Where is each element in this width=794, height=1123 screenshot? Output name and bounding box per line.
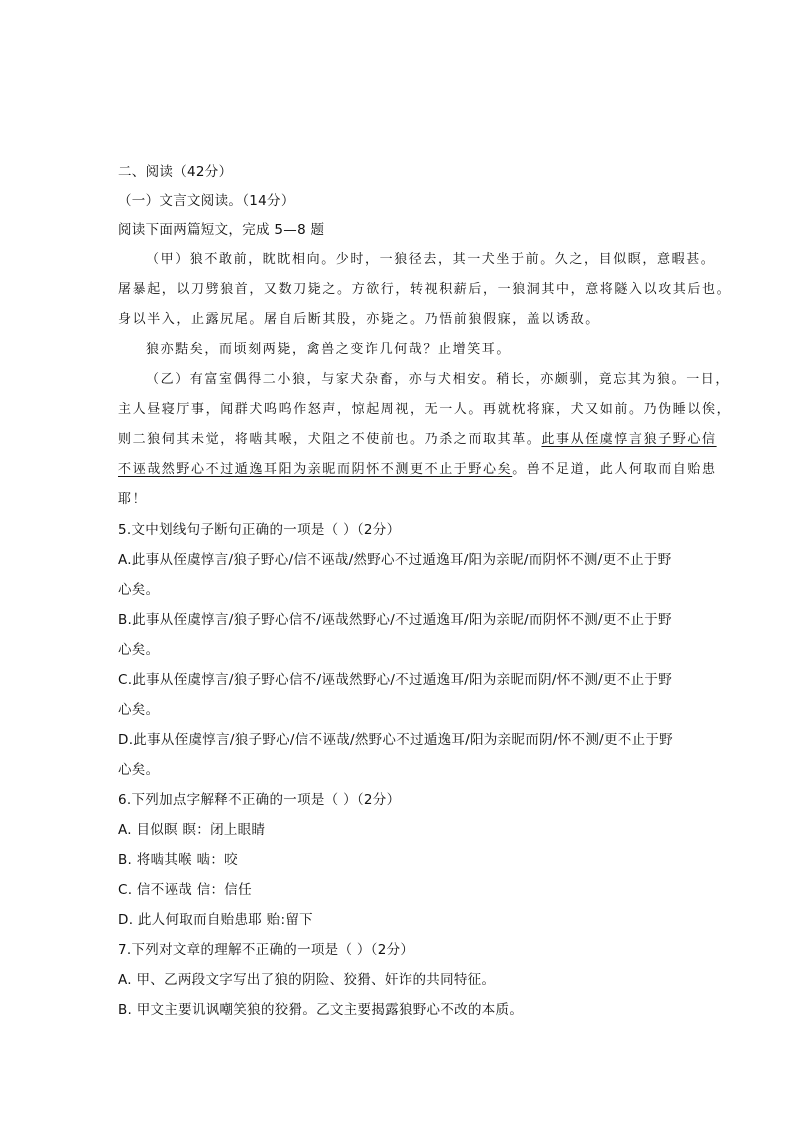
question-5-option-a: A.此事从侄虞惇言/狼子野心/信不诬哉/然野心不过遁逸耳/阳为亲昵/而阴怀不测/更不止于野 bbox=[118, 552, 672, 568]
underlined-sentence-part-1: 此事从侄虞惇言狼子野心信 bbox=[541, 432, 717, 447]
question-6-stem: 6.下列加点字解释不正确的一项是（ ）（2分） bbox=[118, 792, 401, 808]
passage-yi-line-3 bbox=[118, 430, 717, 450]
question-7-option-a: A. 甲、乙两段文字写出了狼的阴险、狡猾、奸诈的共同特征。 bbox=[118, 972, 496, 988]
question-6-option-c: C. 信不诬哉 信：信任 bbox=[118, 882, 252, 898]
passage-jia-line-4: 狼亦黠矣，而顷刻两毙，禽兽之变诈几何哉？止增笑耳。 bbox=[146, 342, 512, 357]
underlined-sentence-part-2: 不诬哉然野心不过遁逸耳阳为亲昵而阴怀不测更不止于野心矣 bbox=[118, 462, 513, 477]
question-6-option-d: D. 此人何取而自贻患耶 贻:留下 bbox=[118, 912, 313, 928]
question-5-option-c-cont: 心矣。 bbox=[118, 702, 160, 718]
question-7-option-b: B. 甲文主要讥讽嘲笑狼的狡猾。乙文主要揭露狼野心不改的本质。 bbox=[118, 1002, 524, 1018]
question-5-option-c: C.此事从侄虞惇言/狼子野心信不/诬哉然野心/不过遁逸耳/阳为亲昵而阴/怀不测/更不止于野 bbox=[118, 672, 673, 688]
sub-section-title: （一）文言文阅读。（14分） bbox=[118, 193, 295, 209]
passage-yi-line-5: 耶！ bbox=[118, 492, 148, 507]
passage-jia-line-1: （甲）狼不敢前，眈眈相向。少时，一狼径去，其一犬坐于前。久之，目似瞑，意暇甚。 bbox=[146, 252, 716, 267]
passage-jia-line-3: 身以半入，止露尻尾。屠自后断其股，亦毙之。乃悟前狼假寐，盖以诱敌。 bbox=[118, 312, 600, 327]
passage-jia-line-2: 屠暴起，以刀劈狼首，又数刀毙之。方欲行，转视积薪后，一狼洞其中，意将隧入以攻其后也。 bbox=[118, 282, 732, 297]
passage-yi-line-4 bbox=[118, 460, 717, 480]
question-5-option-a-cont: 心矣。 bbox=[118, 582, 160, 598]
passage-yi-line-2: 主人昼寝厅事，闻群犬呜呜作怒声，惊起周视，无一人。再就枕将寐，犬又如前。乃伪睡以俟， bbox=[118, 402, 732, 417]
question-5-option-d-cont: 心矣。 bbox=[118, 762, 160, 778]
question-6-option-b: B. 将啮其喉 啮：咬 bbox=[118, 852, 238, 868]
reading-instruction: 阅读下面两篇短文，完成 5—8 题 bbox=[118, 222, 325, 238]
question-5-option-d: D.此事从侄虞惇言/狼子野心/信不诬哉/然野心不过遁逸耳/阳为亲昵而阴/怀不测/更不止于野 bbox=[118, 732, 673, 748]
passage-yi-line-3-text: 则二狼伺其未觉，将啮其喉，犬阻之不使前也。乃杀之而取其革。 bbox=[118, 432, 542, 447]
passage-yi-line-4-text: 。兽不足道，此人何取而自贻患 bbox=[512, 462, 717, 477]
section-title: 二、阅读（42分） bbox=[118, 164, 233, 180]
passage-yi-line-1: （乙）有富室偶得二小狼，与家犬杂畜，亦与犬相安。稍长，亦颇驯，竟忘其为狼。一日， bbox=[146, 372, 731, 387]
question-6-option-a: A. 目似瞑 瞑：闭上眼睛 bbox=[118, 822, 266, 838]
question-5-option-b-cont: 心矣。 bbox=[118, 642, 160, 658]
question-5-option-b: B.此事从侄虞惇言/狼子野心信不/诬哉然野心/不过遁逸耳/阳为亲昵/而阴怀不测/更不止于野 bbox=[118, 612, 672, 628]
question-5-stem: 5.文中划线句子断句正确的一项是（ ）（2分） bbox=[118, 522, 401, 538]
question-7-stem: 7.下列对文章的理解不正确的一项是（ ）（2分） bbox=[118, 942, 415, 958]
